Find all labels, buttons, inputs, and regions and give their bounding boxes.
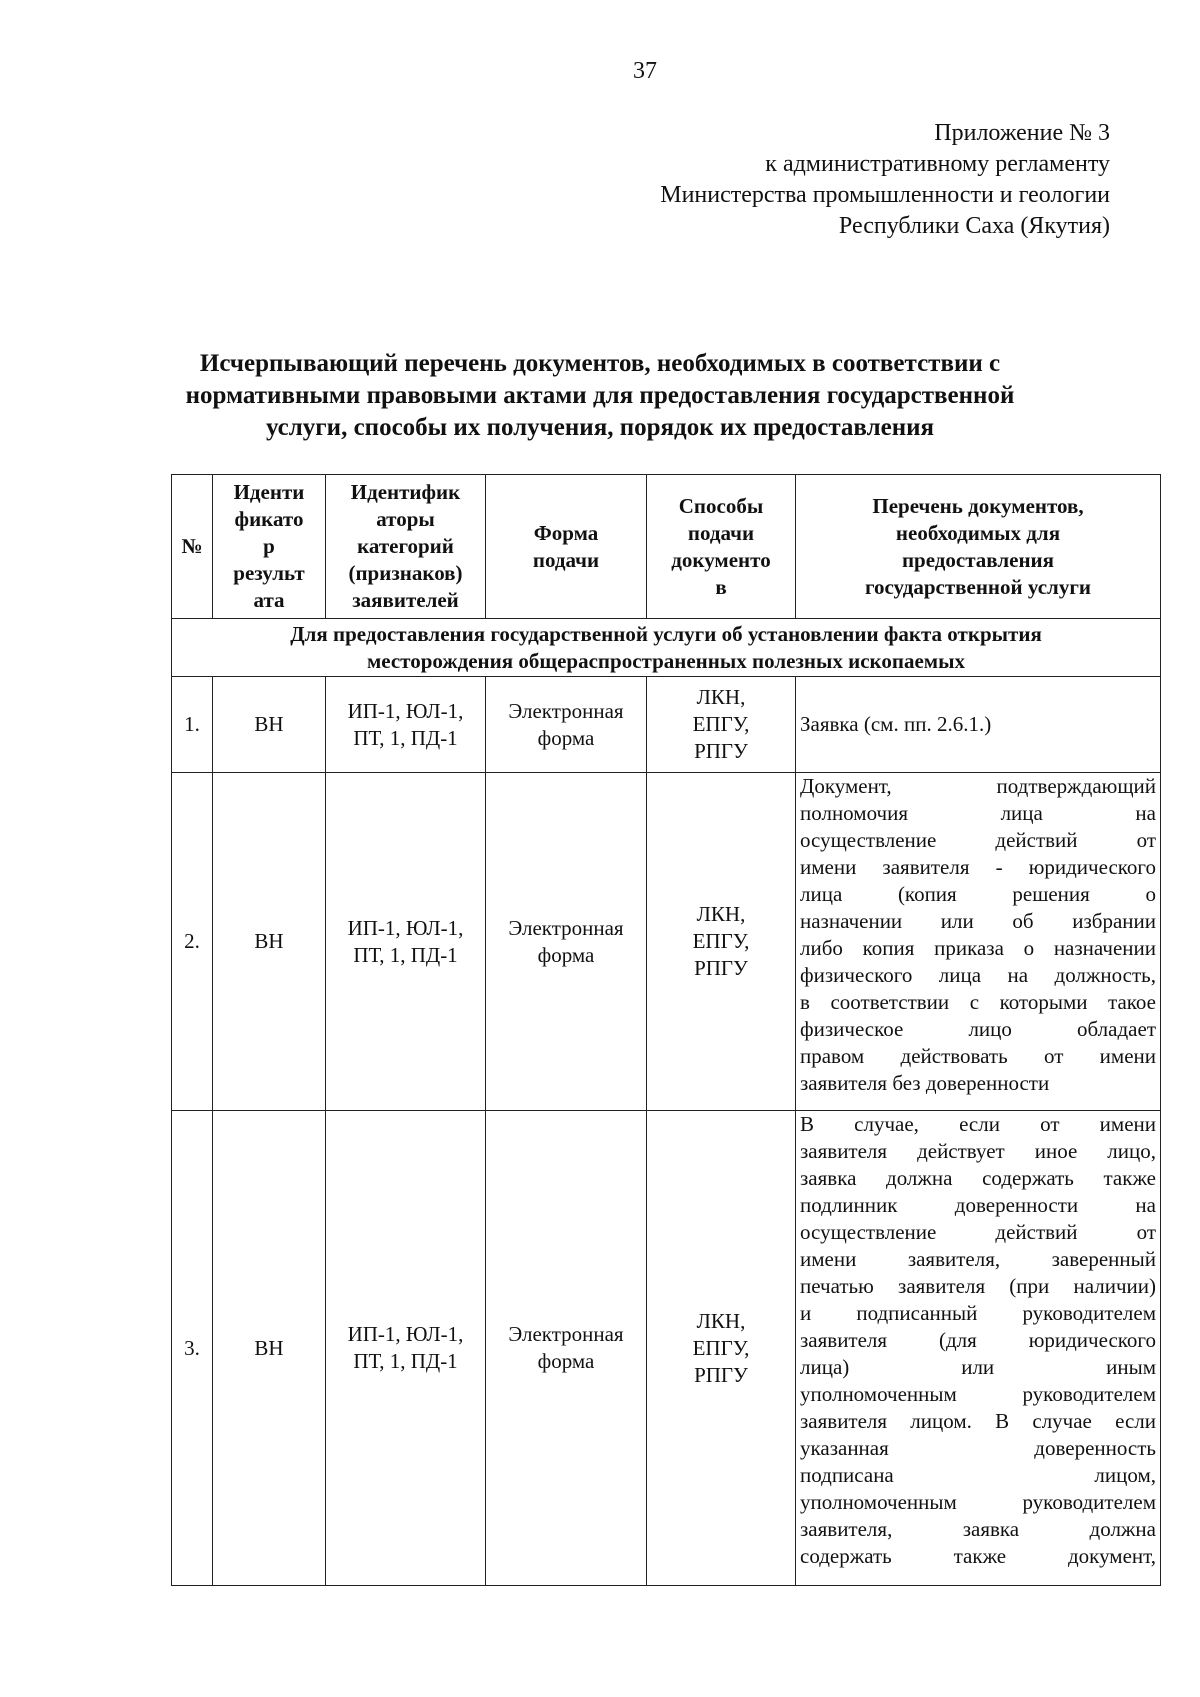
table-row bbox=[172, 677, 1161, 773]
submission-methods: ЛКН, ЕПГУ, РПГУ bbox=[647, 1111, 796, 1586]
document-description: В случае, если от имени заявителя действует иное лицо, заявка должна содержать также подлинник доверенности на осуществление действий от имени заявителя, заверенный печатью заявителя (при наличии) и подписанный руководителем заявителя (для юридического лица) или иным уполномоченным руководителем заявителя лицом. В случае если указанная доверенность подписана лицом, уполномоченным руководителем заявителя, заявка должна содержать также документ, bbox=[796, 1111, 1161, 1586]
header-submission-methods: Способы подачи документо в bbox=[647, 475, 796, 619]
submission-methods: ЛКН, ЕПГУ, РПГУ bbox=[647, 773, 796, 1111]
applicant-identifiers: ИП-1, ЮЛ-1, ПТ, 1, ПД-1 bbox=[326, 677, 486, 773]
section-row bbox=[172, 619, 1161, 677]
table-row bbox=[172, 773, 1161, 1111]
table-row bbox=[172, 1111, 1161, 1586]
appendix-block bbox=[660, 118, 1110, 242]
document-title bbox=[120, 348, 1080, 444]
title-line: услуги, способы их получения, порядок их предоставления bbox=[265, 414, 935, 441]
applicant-identifiers: ИП-1, ЮЛ-1, ПТ, 1, ПД-1 bbox=[326, 773, 486, 1111]
appendix-line: Республики Саха (Якутия) bbox=[838, 213, 1110, 239]
header-result-identifier: Иденти фикато р результ ата bbox=[213, 475, 326, 619]
row-number: 1. bbox=[172, 677, 213, 773]
submission-form: Электронная форма bbox=[486, 773, 647, 1111]
section-title: Для предоставления государственной услуги об установлении факта открытия месторождения общераспространенных полезных ископаемых bbox=[172, 619, 1161, 677]
document-description: Документ, подтверждающий полномочия лица на осуществление действий от имени заявителя - юридического лица (копия решения о назначении или об избрании либо копия приказа о назначении физического лица на должность, в соответствии с которыми такое физическое лицо обладает правом действовать от имени заявителя без доверенности bbox=[796, 773, 1161, 1111]
header-row bbox=[172, 475, 1161, 619]
page-number: 37 bbox=[633, 58, 657, 84]
appendix-line: к административному регламенту bbox=[765, 151, 1110, 177]
header-document-list: Перечень документов, необходимых для предоставления государственной услуги bbox=[796, 475, 1161, 619]
document-description: Заявка (см. пп. 2.6.1.) bbox=[796, 677, 1161, 773]
header-submission-form: Форма подачи bbox=[486, 475, 647, 619]
result-identifier: ВН bbox=[213, 773, 326, 1111]
appendix-line: Приложение № 3 bbox=[934, 120, 1110, 146]
submission-form: Электронная форма bbox=[486, 677, 647, 773]
submission-form: Электронная форма bbox=[486, 1111, 647, 1586]
header-applicant-identifiers: Идентифик аторы категорий (признаков) заявителей bbox=[326, 475, 486, 619]
row-number: 2. bbox=[172, 773, 213, 1111]
title-line: Исчерпывающий перечень документов, необходимых в соответствии с bbox=[199, 350, 1001, 377]
header-number: № bbox=[172, 475, 213, 619]
submission-methods: ЛКН, ЕПГУ, РПГУ bbox=[647, 677, 796, 773]
row-number: 3. bbox=[172, 1111, 213, 1586]
title-line: нормативными правовыми актами для предоставления государственной bbox=[185, 382, 1015, 409]
result-identifier: ВН bbox=[213, 1111, 326, 1586]
applicant-identifiers: ИП-1, ЮЛ-1, ПТ, 1, ПД-1 bbox=[326, 1111, 486, 1586]
appendix-line: Министерства промышленности и геологии bbox=[660, 182, 1110, 208]
documents-table bbox=[171, 474, 1161, 1586]
result-identifier: ВН bbox=[213, 677, 326, 773]
